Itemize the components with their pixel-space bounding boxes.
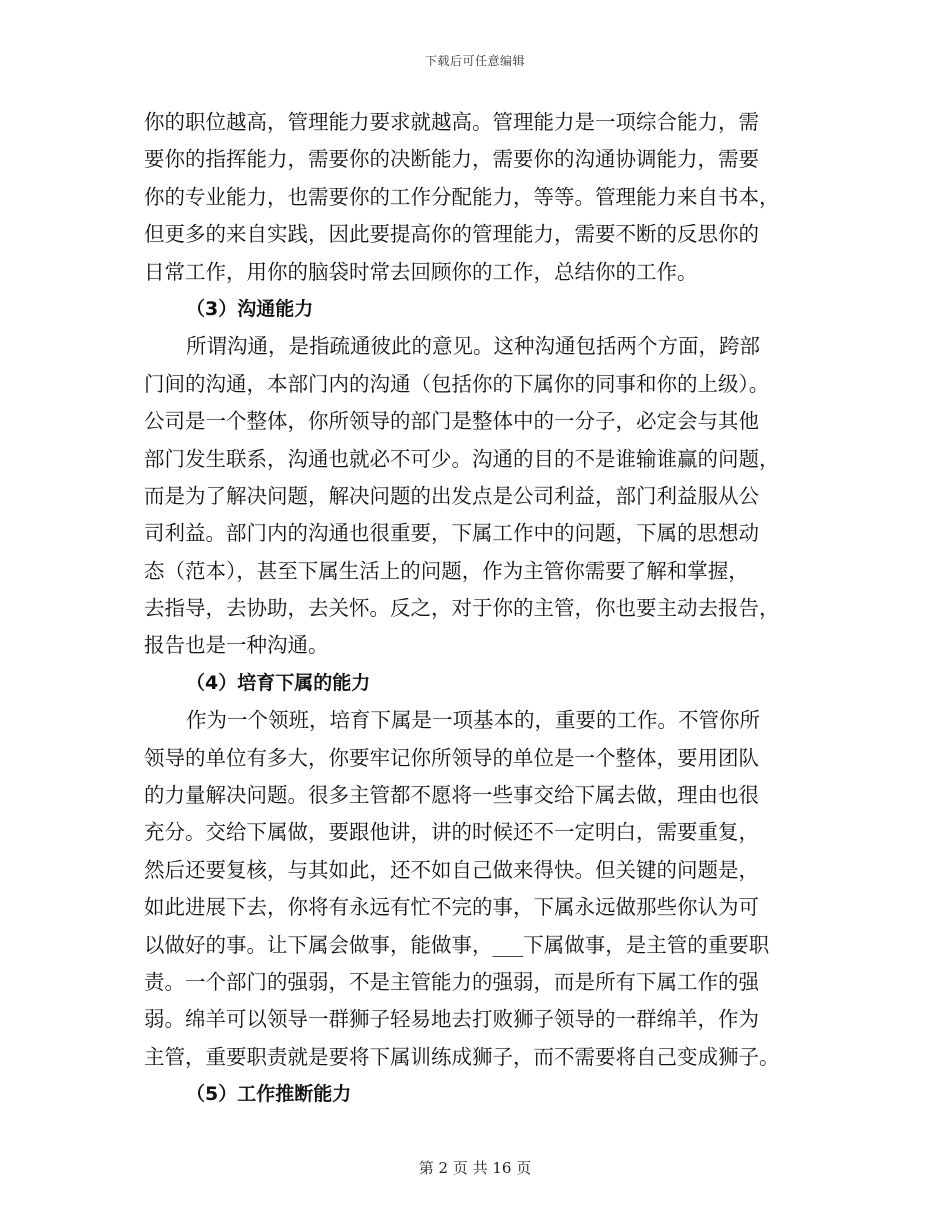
paragraph-line: 弱。绵羊可以领导一群狮子轻易地去打败狮子领导的一群绵羊，作为 (144, 1007, 759, 1032)
paragraph-line: 如此进展下去，你将有永远有忙不完的事，下属永远做那些你认为可 (144, 895, 759, 920)
paragraph-line: 领导的单位有多大，你要牢记你所领导的单位是一个整体，要用团队 (144, 745, 759, 770)
paragraph-line: 要你的指挥能力，需要你的决断能力，需要你的沟通协调能力，需要 (144, 147, 759, 172)
paragraph-line: 日常工作，用你的脑袋时常去回顾你的工作，总结你的工作。 (144, 259, 698, 284)
page-number: 第 2 页 共 16 页 (418, 1159, 532, 1177)
paragraph-line: 的力量解决问题。很多主管都不愿将一些事交给下属去做，理由也很 (144, 783, 759, 808)
paragraph-line: 但更多的来自实践，因此要提高你的管理能力，需要不断的反思你的 (144, 222, 759, 247)
paragraph-line: 充分。交给下属做，要跟他讲，讲的时候还不一定明白，需要重复， (144, 820, 759, 845)
paragraph-line: 而是为了解决问题，解决问题的出发点是公司利益，部门利益服从公 (144, 483, 759, 508)
paragraph-line: 司利益。部门内的沟通也很重要，下属工作中的问题，下属的思想动 (144, 521, 759, 546)
paragraph-line: 所谓沟通，是指疏通彼此的意见。这种沟通包括两个方面，跨部 (186, 334, 760, 359)
paragraph-line: 公司是一个整体，你所领导的部门是整体中的一分子，必定会与其他 (144, 409, 759, 434)
paragraph-line: 报告也是一种沟通。 (144, 633, 329, 658)
paragraph-line: 门间的沟通，本部门内的沟通（包括你的下属你的同事和你的上级）。 (144, 371, 770, 396)
paragraph-line: 责。一个部门的强弱，不是主管能力的强弱，而是所有下属工作的强 (144, 969, 759, 994)
paragraph-line: 主管，重要职责就是要将下属训练成狮子，而不需要将自己变成狮子。 (144, 1044, 780, 1069)
page-header: 下载后可任意编辑 (424, 54, 525, 68)
paragraph-line: 然后还要复核，与其如此，还不如自己做来得快。但关键的问题是， (144, 857, 759, 882)
paragraph-line: 你的专业能力，也需要你的工作分配能力，等等。管理能力来自书本， (144, 184, 780, 209)
paragraph-line: 去指导，去协助，去关怀。反之，对于你的主管，你也要主动去报告， (144, 596, 780, 621)
section-heading: （3）沟通能力 (186, 297, 314, 320)
paragraph-line: 态（范本），甚至下属生活上的问题，作为主管你需要了解和掌握， (144, 558, 749, 583)
section-heading: （5）工作推断能力 (186, 1083, 352, 1106)
paragraph-line: 作为一个领班，培育下属是一项基本的，重要的工作。不管你所 (186, 708, 760, 733)
section-heading: （4）培育下属的能力 (186, 671, 371, 694)
paragraph-line: 你的职位越高，管理能力要求就越高。管理能力是一项综合能力，需 (144, 110, 759, 134)
paragraph-line: 以做好的事。让下属会做事，能做事，___下属做事，是主管的重要职 (144, 932, 770, 957)
paragraph-line: 部门发生联系，沟通也就必不可少。沟通的目的不是谁输谁赢的问题， (144, 446, 780, 471)
document-body (144, 104, 806, 1114)
